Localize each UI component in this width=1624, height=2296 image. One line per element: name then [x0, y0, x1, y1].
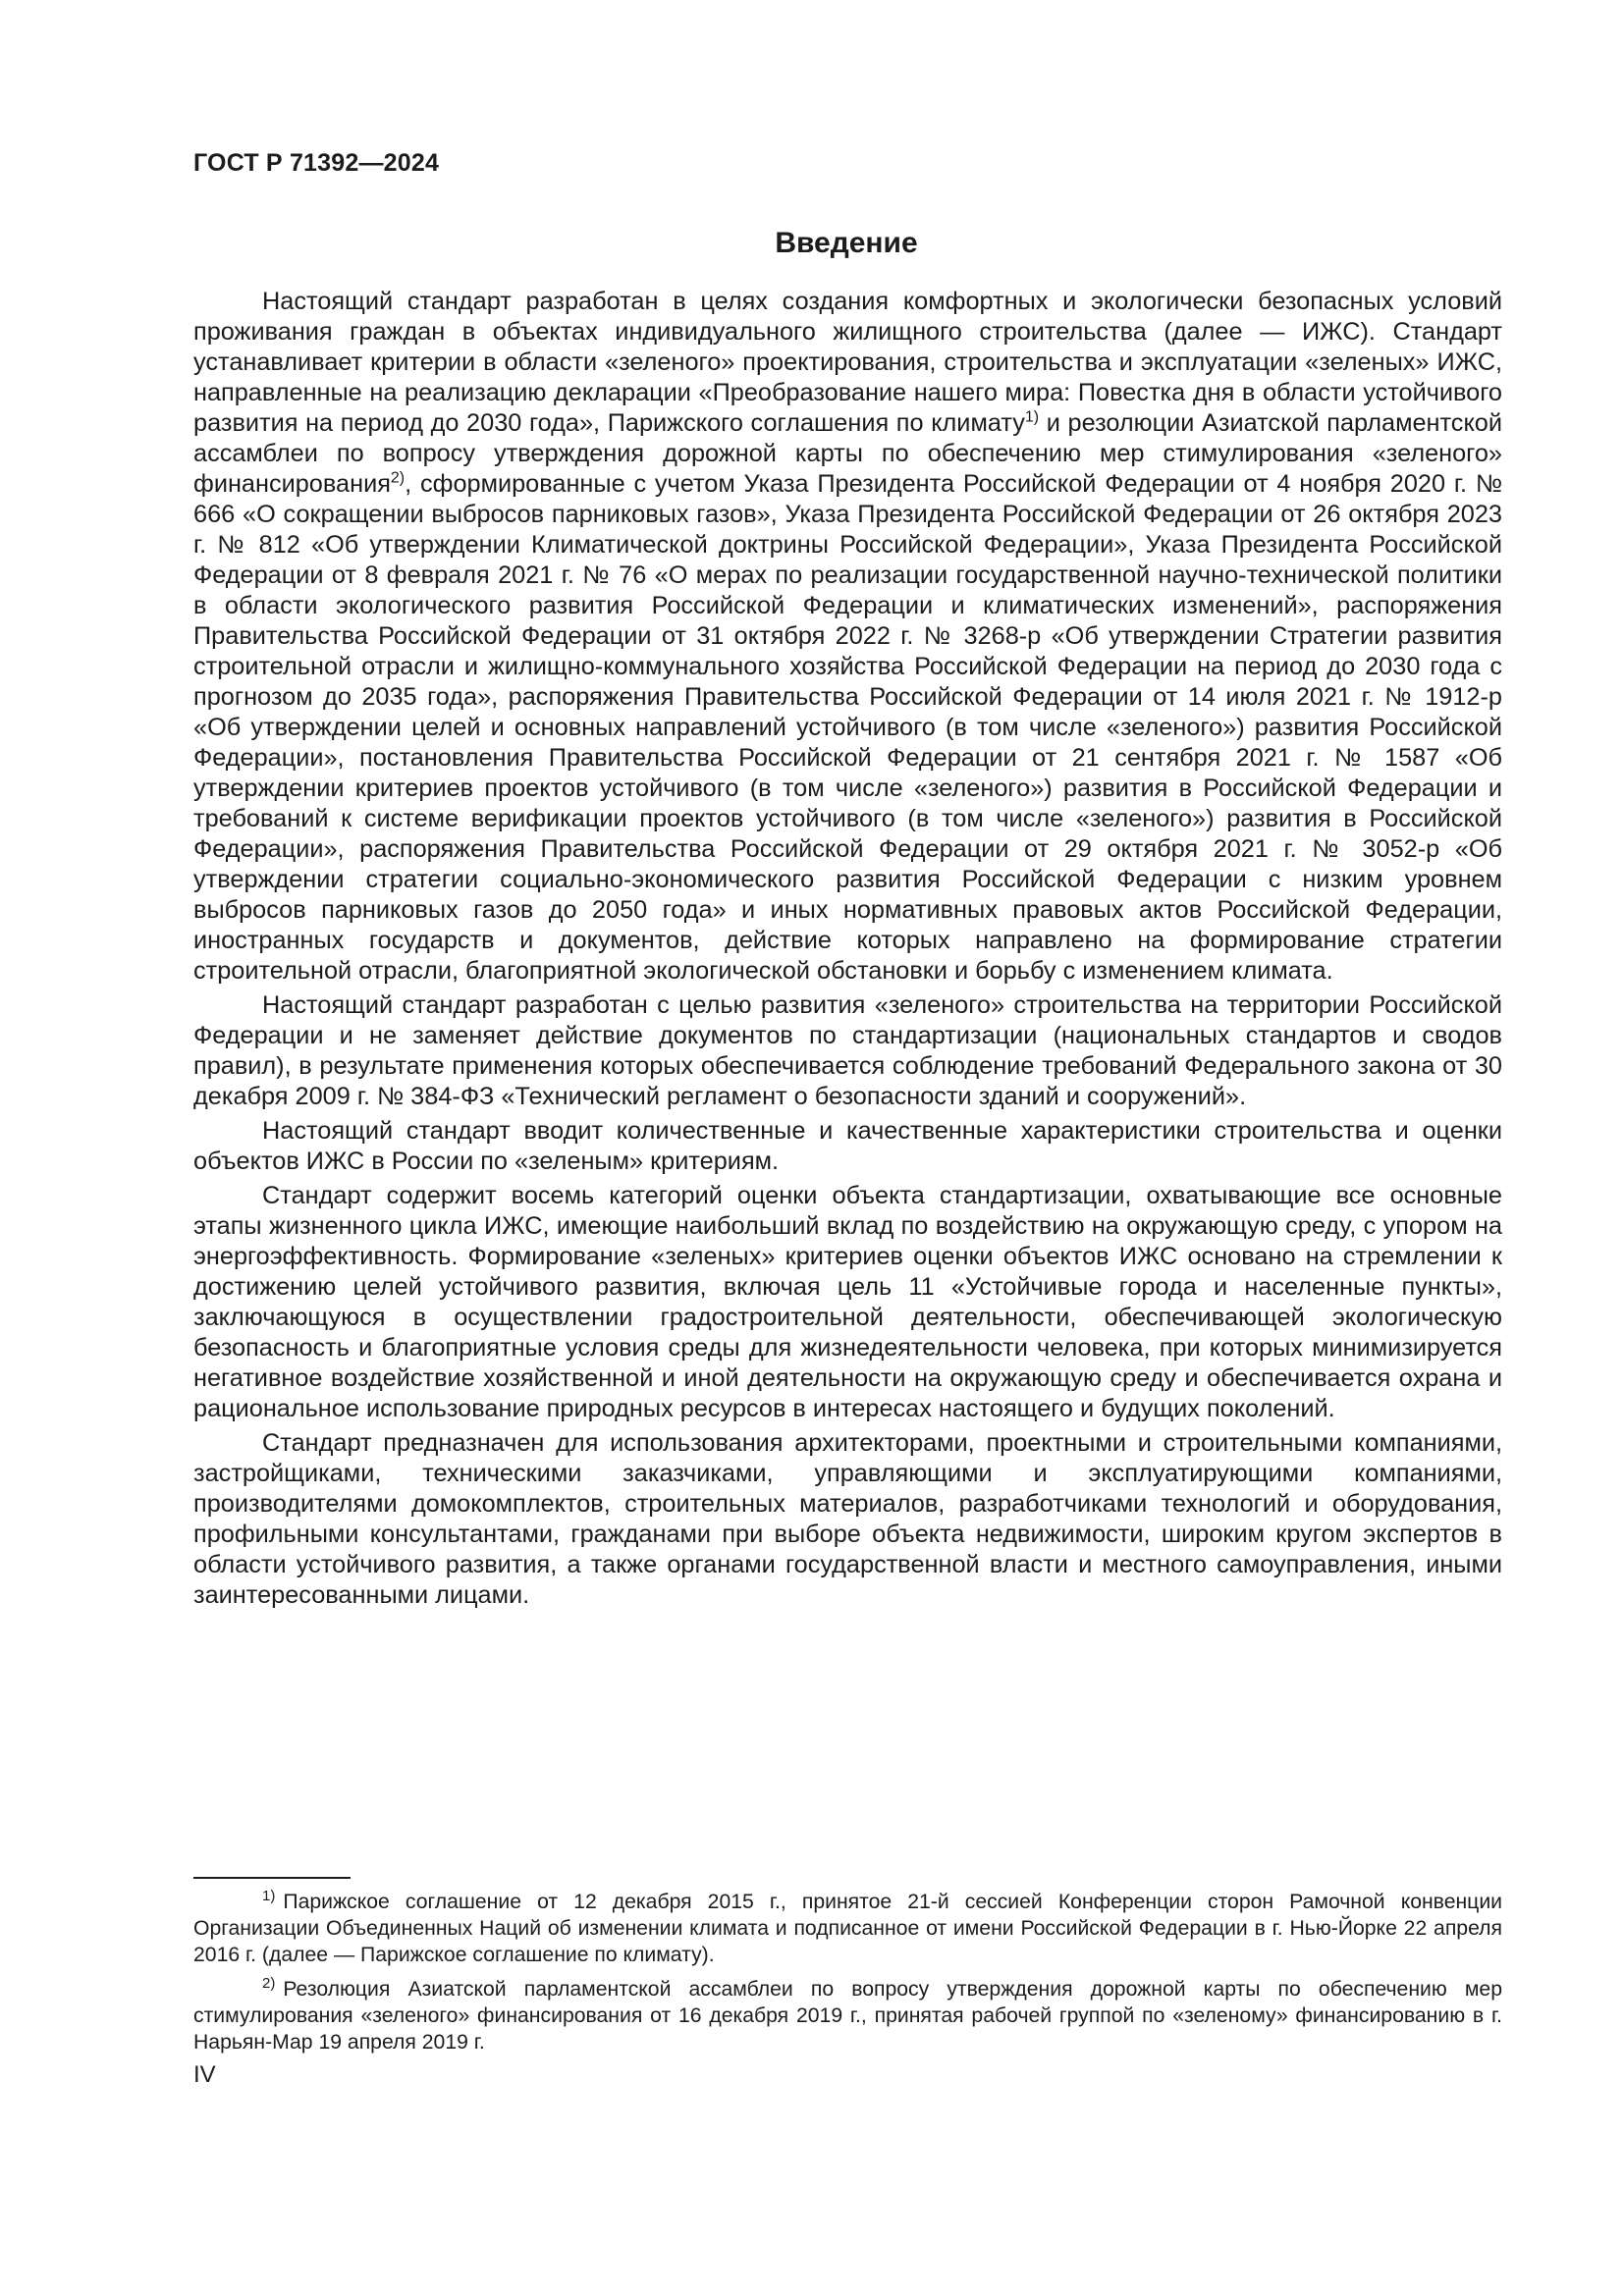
paragraph-1-part-3: , сформированные с учетом Указа Президента Российской Федерации от 4 ноября 2020 г. № 666 «О сокращении выбросов парниковых газов», Указа Президента Российской Федерации от 26 октября 2023 г. № 812 «Об утверждении Климатической доктрины Российской Федерации», Указа Президента Российской Федерации от 8 февраля 2021 г. № 76 «О мерах по реализации государственной научно-технической политики в области экологического развития Российской Федерации и климатических изменений», распоряжения Правительства Российской Федерации от 31 октября 2022 г. № 3268-р «Об утверждении Стратегии развития строительной отрасли и жилищно-коммунального хозяйства Российской Федерации на период до 2030 года с прогнозом до 2035 года», распоряжения Правительства Российской Федерации от 14 июля 2021 г. № 1912-р «Об утверждении целей и основных направлений устойчивого (в том числе «зеленого») развития Российской Федерации», постановления Правительства Российской Федерации от 21 сентября 2021 г. № 1587 «Об утверждении критериев проектов устойчивого (в том числе «зеленого») развития в Российской Федерации и требований к системе верификации проектов устойчивого (в том числе «зеленого») развития в Российской Федерации», распоряжения Правительства Российской Федерации от 29 октября 2021 г. № 3052-р «Об утверждении стратегии социально-экономического развития Российской Федерации с низким уровнем выбросов парниковых газов до 2050 года» и иных нормативных правовых актов Российской Федерации, иностранных государств и документов, действие которых направлено на формирование стратегии строительной отрасли, благоприятной экологической обстановки и борьбу с изменением климата. [193, 470, 1502, 985]
paragraph-1-part-2: и резолюции Азиатской парламентской ассамблеи по вопросу утверждения дорожной карты по обеспечению мер стимулирования «зеленого» финансирования [193, 409, 1502, 498]
footnote-2-mark: 2) [262, 1974, 276, 1992]
page-number: IV [193, 2061, 216, 2088]
footnote-1-text: Парижское соглашение от 12 декабря 2015 г., принятое 21-й сессией Конференции сторон Рамочной конвенции Организации Объединенных Наций об изменении климата и подписанное от имени Российской Федерации в г. Нью-Йорке 22 апреля 2016 г. (далее — Парижское соглашение по климату). [193, 1891, 1502, 1966]
paragraph-5: Стандарт предназначен для использования архитекторами, проектными и строительными компаниями, застройщиками, техническими заказчиками, управляющими и эксплуатирующими компаниями, производителями домокомплектов, строительных материалов, разработчиками технологий и оборудования, профильными консультантами, гражданами при выборе объекта недвижимости, широким кругом экспертов в области устойчивого развития, а также органами государственной власти и местного самоуправления, иными заинтересованными лицами. [193, 1429, 1502, 1609]
footnote-divider [193, 1877, 351, 1879]
paragraph-1 [193, 287, 1502, 987]
document-header-id: ГОСТ Р 71392—2024 [193, 149, 440, 177]
footnote-1-mark: 1) [262, 1887, 276, 1904]
paragraph-2: Настоящий стандарт разработан с целью развития «зеленого» строительства на территории Российской Федерации и не заменяет действие документов по стандартизации (национальных стандартов и сводов правил), в результате применения которых обеспечивается соблюдение требований Федерального закона от 30 декабря 2009 г. № 384-ФЗ «Технический регламент о безопасности зданий и сооружений». [193, 991, 1502, 1110]
footnote-ref-1[interactable]: 1) [1024, 408, 1040, 426]
footnote-1 [193, 1889, 1502, 1968]
footnote-ref-2[interactable]: 2) [390, 469, 406, 487]
body-text [193, 287, 1502, 1611]
footnote-2-text: Резолюция Азиатской парламентской ассамблеи по вопросу утверждения дорожной карты по обеспечению мер стимулирования «зеленого» финансирования от 16 декабря 2019 г., принятая рабочей группой по «зеленому» финансированию в г. Нарьян-Мар 19 апреля 2019 г. [193, 1978, 1502, 2054]
section-title: Введение [775, 227, 918, 259]
paragraph-3: Настоящий стандарт вводит количественные и качественные характеристики строительства и оценки объектов ИЖС в России по «зеленым» критериям. [193, 1117, 1502, 1175]
paragraph-1-part-1: Настоящий стандарт разработан в целях создания комфортных и экологически безопасных условий проживания граждан в объектах индивидуального жилищного строительства (далее — ИЖС). Стандарт устанавливает критерии в области «зеленого» проектирования, строительства и эксплуатации «зеленых» ИЖС, направленные на реализацию декларации «Преобразование нашего мира: Повестка дня в области устойчивого развития на период до 2030 года», Парижского соглашения по климату [193, 288, 1502, 437]
footnotes [193, 1889, 1502, 2063]
paragraph-4: Стандарт содержит восемь категорий оценки объекта стандартизации, охватывающие все основные этапы жизненного цикла ИЖС, имеющие наибольший вклад по воздействию на окружающую среду, с упором на энергоэффективность. Формирование «зеленых» критериев оценки объектов ИЖС основано на стремлении к достижению целей устойчивого развития, включая цель 11 «Устойчивые города и населенные пункты», заключающуюся в осуществлении градостроительной деятельности, обеспечивающей экологическую безопасность и благоприятные условия среды для жизнедеятельности человека, при которых минимизируется негативное воздействие хозяйственной и иной деятельности на окружающую среду и обеспечивается охрана и рациональное использование природных ресурсов в интересах настоящего и будущих поколений. [193, 1182, 1502, 1422]
footnote-2 [193, 1976, 1502, 2056]
